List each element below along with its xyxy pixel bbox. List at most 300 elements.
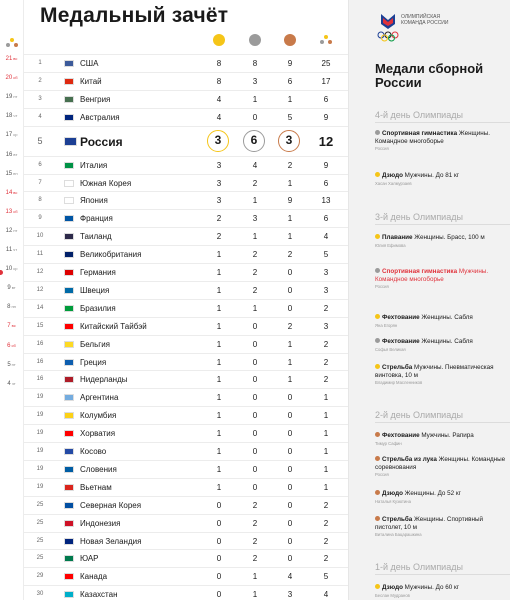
table-row[interactable] (24, 549, 348, 567)
country-name: Канада (80, 572, 108, 582)
gold-count: 2 (216, 214, 222, 224)
table-row[interactable] (24, 478, 348, 496)
table-row[interactable] (24, 191, 348, 209)
country-name: Бразилия (80, 303, 116, 313)
date-item[interactable] (0, 56, 23, 62)
date-weekday: чт (13, 113, 18, 119)
event-sport: Фехтование (382, 338, 420, 345)
silver-count: 2 (252, 268, 258, 277)
table-row[interactable] (24, 514, 348, 532)
table-row[interactable] (24, 72, 348, 90)
date-day: 18 (5, 113, 13, 120)
rank: 19 (36, 430, 44, 437)
flag-icon (64, 466, 74, 473)
date-weekday: сб (13, 208, 18, 214)
silver-medal-icon (375, 130, 380, 135)
gold-count: 1 (216, 303, 222, 313)
table-row[interactable] (24, 90, 348, 108)
flag-icon (64, 96, 74, 103)
total-count: 2 (323, 554, 329, 564)
rank: 25 (36, 555, 44, 562)
date-day: 6 (7, 342, 11, 349)
bronze-count: 1 (287, 339, 293, 349)
country-name: Аргентина (80, 393, 119, 403)
day-divider (375, 224, 510, 225)
event-athlete: Наталья Кузютина (375, 498, 411, 504)
flag-icon (64, 323, 74, 330)
bronze-count: 1 (287, 357, 293, 367)
bronze-count: 0 (287, 518, 293, 528)
gold-count: 1 (216, 447, 222, 456)
flag-icon (64, 341, 74, 348)
date-weekday: сб (13, 75, 18, 81)
day-heading: 1-й день Олимпиады (375, 562, 463, 572)
silver-count: 0 (252, 482, 258, 492)
silver-medal-icon (375, 338, 380, 343)
country-name: Китай (80, 76, 102, 86)
medal-event[interactable] (375, 584, 509, 599)
current-day-marker (0, 270, 3, 275)
table-row[interactable] (24, 245, 348, 263)
silver-count: 8 (252, 59, 258, 68)
bronze-count: 0 (287, 500, 293, 510)
flag-icon (64, 215, 74, 222)
event-sport: Плавание (382, 234, 413, 241)
silver-count: 2 (252, 518, 258, 528)
table-row[interactable] (24, 54, 348, 72)
date-weekday: пн (11, 304, 16, 310)
gold-count: 2 (216, 232, 222, 242)
table-row[interactable] (24, 496, 348, 514)
bronze-count: 3 (287, 590, 293, 600)
bronze-count: 0 (287, 536, 293, 546)
country-name: Нидерланды (80, 375, 128, 385)
country-name: Косово (80, 447, 107, 456)
date-item[interactable] (0, 113, 23, 119)
total-count: 5 (323, 572, 329, 582)
gold-count: 1 (216, 357, 222, 367)
event-description: Женщины. Командные соревнования (375, 456, 506, 471)
table-row[interactable] (24, 174, 348, 192)
event-description: Мужчины. До 81 кг (404, 172, 460, 179)
bronze-count: 0 (287, 268, 293, 277)
date-item[interactable] (0, 362, 23, 368)
table-row[interactable] (24, 406, 348, 424)
bronze-count: 4 (287, 572, 293, 582)
flag-icon (64, 180, 74, 187)
table-row[interactable] (24, 370, 348, 388)
rank: 19 (36, 448, 44, 454)
total-count: 2 (323, 357, 329, 367)
flag-icon (64, 591, 74, 598)
table-row[interactable] (24, 317, 348, 335)
medal-event[interactable] (375, 516, 509, 538)
date-weekday: вт (13, 151, 18, 157)
medal-event[interactable] (375, 172, 509, 187)
rank: 19 (36, 465, 44, 472)
gold-medal-icon (375, 172, 380, 177)
event-athlete: Беслан Мудранов (375, 592, 410, 598)
date-weekday: вс (13, 56, 18, 61)
silver-count: 3 (252, 76, 258, 86)
gold-count: 8 (216, 76, 222, 86)
event-sport: Спортивная гимнастика (382, 268, 458, 275)
bronze-count: 9 (287, 59, 293, 68)
rank: 9 (38, 215, 42, 222)
country-name: Колумбия (80, 411, 117, 421)
table-row[interactable] (24, 388, 348, 406)
date-item[interactable] (0, 381, 23, 387)
rank: 2 (38, 77, 42, 84)
silver-count: 0 (252, 375, 258, 385)
gold-count: 1 (216, 429, 222, 439)
date-item[interactable] (0, 304, 23, 310)
silver-count: 1 (252, 572, 258, 582)
event-athlete: Тимур Сафин (375, 440, 402, 446)
medal-event[interactable] (375, 314, 509, 329)
rank: 3 (38, 95, 42, 102)
rank: 19 (36, 394, 44, 401)
silver-count: 2 (252, 178, 258, 188)
total-count: 9 (323, 160, 329, 170)
rank: 4 (38, 113, 42, 120)
day-heading: 3-й день Олимпиады (375, 212, 463, 222)
event-sport: Дзюдо (382, 490, 403, 497)
silver-medal-icon[interactable] (249, 34, 261, 46)
bronze-medal-icon (375, 456, 380, 461)
sidebar-title: Медали сборной России (375, 61, 484, 90)
rank: 29 (36, 573, 44, 580)
country-name: Индонезия (80, 518, 121, 528)
total-count: 13 (321, 196, 331, 206)
date-weekday: сб (11, 342, 16, 348)
medal-event[interactable] (375, 456, 509, 478)
gold-medal-icon[interactable] (213, 34, 225, 46)
silver-count: 0 (252, 429, 258, 439)
silver-count: 1 (252, 303, 258, 313)
event-description: Мужчины. Пневматическая винтовка, 10 м (375, 364, 494, 379)
event-description: Женщины. Командное многоборье (375, 130, 491, 145)
date-item[interactable] (0, 190, 23, 196)
flag-icon (64, 359, 74, 366)
date-day: 4 (7, 380, 11, 387)
gold-count: 0 (216, 500, 222, 510)
rank: 16 (36, 340, 44, 347)
event-athlete: Софья Великая (375, 346, 406, 352)
rank: 25 (36, 519, 44, 526)
bronze-count: 0 (287, 411, 293, 421)
gold-medal-icon (375, 234, 380, 239)
date-day: 8 (7, 304, 11, 311)
gold-count: 3 (216, 178, 222, 188)
flag-icon (64, 137, 77, 146)
flag-icon (64, 251, 74, 258)
table-row[interactable] (24, 263, 348, 281)
event-description: Женщины. Спортивный пистолет, 10 м (375, 516, 484, 531)
silver-count: 1 (252, 196, 258, 206)
event-athlete: Юлия Ефимова (375, 242, 406, 248)
table-row[interactable] (24, 281, 348, 299)
flag-icon (64, 448, 74, 455)
bronze-count: 5 (287, 112, 293, 122)
date-day: 10 (5, 266, 13, 273)
country-name: Венгрия (80, 94, 111, 104)
date-item[interactable] (0, 228, 23, 234)
gold-count: 1 (216, 375, 222, 385)
total-count: 2 (323, 536, 329, 546)
rank: 7 (38, 179, 42, 186)
flag-icon (64, 555, 74, 562)
silver-count: 1 (252, 590, 258, 600)
medal-event[interactable] (375, 490, 509, 505)
date-weekday: вс (11, 323, 16, 329)
country-name: ЮАР (80, 554, 99, 564)
rank: 10 (36, 233, 44, 240)
medal-event[interactable] (375, 432, 509, 447)
flag-icon (64, 376, 74, 383)
country-name: Греция (80, 357, 107, 367)
country-name: Китайский Тайбэй (80, 321, 147, 331)
total-count: 6 (323, 214, 329, 224)
event-athlete: Владимир Масленников (375, 380, 423, 386)
flag-icon (64, 502, 74, 509)
silver-count: 2 (252, 554, 258, 564)
date-item[interactable] (0, 171, 23, 177)
flag-icon (64, 520, 74, 527)
medal-event[interactable] (375, 268, 509, 290)
event-sport: Спортивная гимнастика (382, 130, 458, 137)
flag-icon (64, 305, 74, 312)
gold-count: 0 (216, 590, 222, 600)
rank: 19 (36, 412, 44, 419)
total-count: 25 (321, 59, 331, 68)
bronze-count: 3 (278, 130, 300, 152)
date-weekday: чт (11, 380, 16, 386)
date-day: 20 (5, 75, 13, 82)
date-item[interactable] (0, 285, 23, 291)
bronze-count: 0 (287, 554, 293, 564)
date-day: 15 (5, 170, 13, 177)
date-item[interactable] (0, 75, 23, 81)
table-row[interactable] (24, 460, 348, 478)
date-item[interactable] (0, 209, 23, 215)
date-day: 5 (7, 361, 11, 368)
olympic-team-logo-icon (377, 12, 399, 44)
total-count: 17 (321, 76, 331, 86)
total-count: 4 (323, 232, 329, 242)
russia-medals-sidebar (348, 0, 510, 600)
silver-count: 0 (252, 321, 258, 331)
date-item[interactable] (0, 266, 23, 272)
silver-count: 0 (252, 357, 258, 367)
total-count: 3 (323, 321, 329, 331)
event-sport: Стрельба (382, 364, 413, 371)
total-count: 2 (323, 303, 329, 313)
total-count: 6 (323, 178, 329, 188)
flag-icon (64, 412, 74, 419)
bronze-count: 0 (287, 303, 293, 313)
bronze-count: 0 (287, 429, 293, 439)
flag-icon (64, 162, 74, 169)
table-row[interactable] (24, 299, 348, 317)
gold-count: 0 (216, 536, 222, 546)
silver-count: 2 (252, 250, 258, 260)
rank: 8 (38, 197, 42, 204)
rank: 6 (38, 161, 42, 168)
gold-count: 1 (216, 250, 222, 260)
total-medals-icon[interactable] (320, 35, 332, 45)
total-count: 1 (323, 429, 329, 439)
medal-event[interactable] (375, 338, 509, 353)
bronze-count: 0 (287, 393, 293, 403)
bronze-count: 0 (287, 447, 293, 456)
table-row[interactable] (24, 335, 348, 353)
event-description: Женщины. Брасс, 100 м (414, 234, 485, 241)
gold-count: 0 (216, 554, 222, 564)
event-description: Мужчины. До 60 кг (404, 584, 460, 591)
country-name: Италия (80, 160, 108, 170)
flag-icon (64, 269, 74, 276)
gold-count: 4 (216, 112, 222, 122)
rank: 14 (36, 304, 44, 311)
date-rail (0, 0, 24, 600)
total-count: 1 (323, 411, 329, 421)
silver-count: 0 (252, 411, 258, 421)
country-name: Северная Корея (80, 500, 142, 510)
medal-event[interactable] (375, 364, 509, 386)
country-name: Германия (80, 268, 116, 277)
table-row[interactable] (24, 227, 348, 245)
bronze-count: 1 (287, 214, 293, 224)
table-row[interactable] (24, 156, 348, 174)
rank: 16 (36, 358, 44, 365)
date-day: 16 (5, 151, 13, 158)
table-row[interactable] (24, 442, 348, 460)
total-count: 3 (323, 268, 329, 277)
gold-count: 1 (216, 321, 222, 331)
total-count: 1 (323, 447, 329, 456)
date-day: 9 (7, 285, 11, 292)
table-row[interactable] (24, 532, 348, 550)
event-description: Женщины. До 52 кг (404, 490, 461, 497)
gold-count: 1 (216, 464, 222, 474)
date-item[interactable] (0, 132, 23, 138)
flag-icon (64, 430, 74, 437)
silver-count: 3 (252, 214, 258, 224)
flag-icon (64, 538, 74, 545)
total-count: 12 (318, 133, 334, 149)
bronze-medal-icon (375, 516, 380, 521)
country-name: Великобритания (80, 250, 142, 260)
total-count: 6 (323, 94, 329, 104)
total-count: 3 (323, 285, 329, 295)
silver-count: 6 (243, 130, 265, 152)
gold-count: 3 (216, 196, 222, 206)
flag-icon (64, 394, 74, 401)
date-weekday: пт (13, 94, 18, 100)
event-description: Мужчины. Рапира (421, 432, 474, 439)
table-row[interactable] (24, 108, 348, 126)
date-day: 21 (5, 56, 13, 62)
total-count: 2 (323, 518, 329, 528)
country-name: Бельгия (80, 339, 110, 349)
table-row[interactable] (24, 567, 348, 585)
country-name: Хорватия (80, 429, 116, 439)
bronze-count: 2 (287, 321, 293, 331)
day-divider (375, 422, 510, 423)
medal-event[interactable] (375, 234, 509, 249)
table-row[interactable] (24, 585, 348, 600)
gold-count: 1 (216, 339, 222, 349)
event-description: Женщины. Сабля (421, 338, 473, 345)
country-name: Россия (80, 134, 123, 149)
bronze-count: 1 (287, 178, 293, 188)
table-row[interactable] (24, 353, 348, 371)
gold-count: 3 (216, 160, 222, 170)
total-count: 5 (323, 250, 329, 260)
flag-icon (64, 573, 74, 580)
gold-count: 1 (216, 285, 222, 295)
silver-count: 0 (252, 112, 258, 122)
bronze-count: 0 (287, 285, 293, 295)
rank: 30 (36, 591, 44, 598)
flag-icon (64, 197, 74, 204)
event-athlete: Виталина Бацарашкина (375, 532, 422, 538)
all-days-icon[interactable] (6, 38, 18, 48)
date-day: 17 (5, 132, 13, 139)
country-name: Япония (80, 196, 108, 206)
date-day: 14 (5, 189, 13, 196)
medal-event[interactable] (375, 130, 509, 152)
day-heading: 2-й день Олимпиады (375, 410, 463, 420)
silver-medal-icon (375, 268, 380, 273)
silver-count: 1 (252, 232, 258, 242)
bronze-medal-icon[interactable] (284, 34, 296, 46)
table-row[interactable] (24, 209, 348, 227)
country-name: США (80, 59, 99, 68)
event-athlete: Яна Егорян (375, 322, 398, 328)
table-row[interactable] (24, 424, 348, 442)
country-name: Швеция (80, 285, 110, 295)
event-sport: Дзюдо (382, 584, 403, 591)
logo-text: ОЛИМПИЙСКАЯ КОМАНДА РОССИИ (401, 14, 449, 26)
date-item[interactable] (0, 247, 23, 253)
rank: 1 (38, 60, 42, 66)
rank: 15 (36, 322, 44, 329)
bronze-count: 9 (287, 196, 293, 206)
event-athlete: Россия (375, 146, 389, 152)
date-item[interactable] (0, 343, 23, 349)
day-divider (375, 574, 510, 575)
table-row-highlighted[interactable] (24, 126, 348, 156)
flag-icon (64, 114, 74, 121)
date-weekday: чт (13, 247, 18, 252)
event-sport: Фехтование (382, 432, 420, 439)
gold-medal-icon (375, 584, 380, 589)
date-day: 19 (5, 94, 13, 101)
date-item[interactable] (0, 323, 23, 329)
bronze-count: 6 (287, 76, 293, 86)
date-item[interactable] (0, 94, 23, 100)
bronze-medal-icon (375, 432, 380, 437)
date-day: 11 (5, 247, 13, 253)
date-day: 13 (5, 208, 13, 215)
date-weekday: пт (11, 361, 16, 367)
country-name: Южная Корея (80, 178, 132, 188)
bronze-count: 0 (287, 464, 293, 474)
gold-count: 1 (216, 393, 222, 403)
date-item[interactable] (0, 152, 23, 158)
